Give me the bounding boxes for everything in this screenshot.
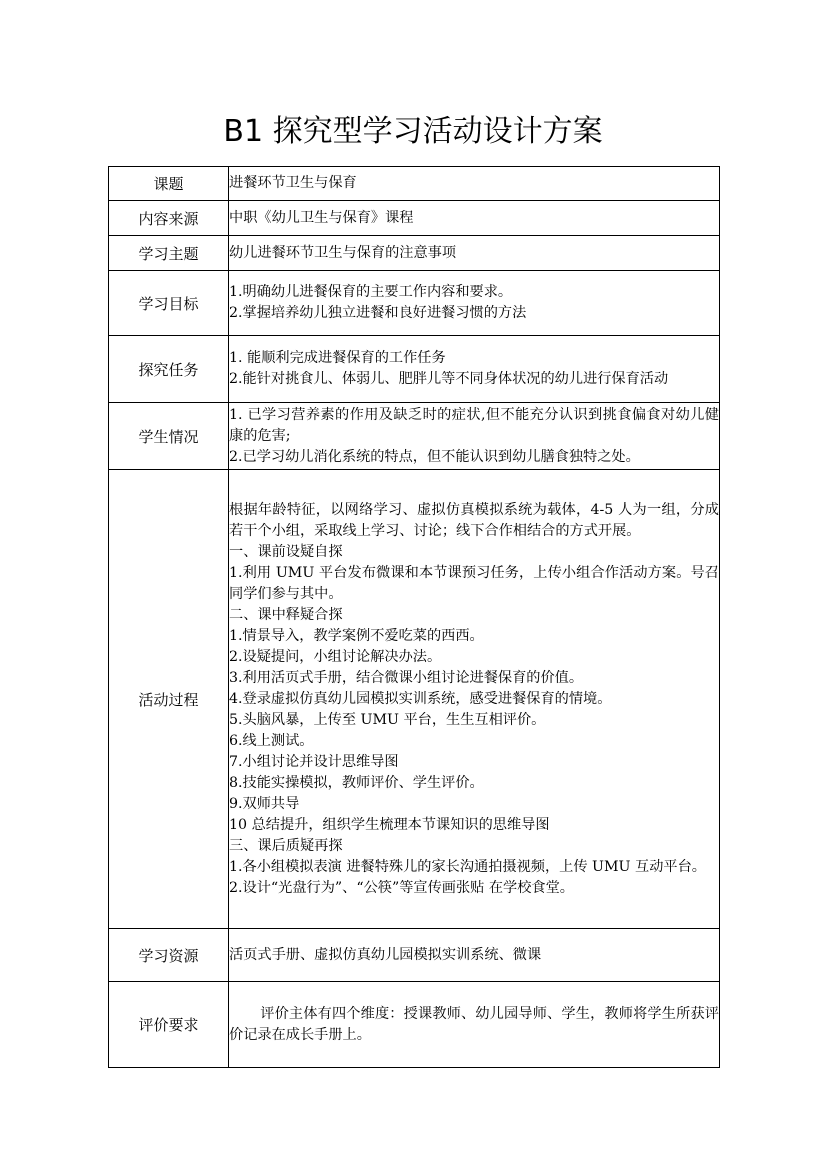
content-line: 评价主体有四个维度：授课教师、幼儿园导师、学生，教师将学生所获评价记录在成长手册上。: [229, 1005, 719, 1043]
content-line: 根据年龄特征，以网络学习、虚拟仿真模拟系统为载体，4-5 人为一组，分成若干个小组，采取线上学习、讨论；线下合作相结合的方式开展。: [229, 501, 719, 539]
row-label: 学习主题: [109, 236, 229, 271]
table-row-theme: [109, 236, 720, 271]
row-content: [229, 271, 720, 336]
table-row-topic: [109, 167, 720, 201]
content-line: 2.设疑提问，小组讨论解决办法。: [229, 648, 442, 665]
content-line: 1.明确幼儿进餐保育的主要工作内容和要求。: [229, 284, 513, 300]
activity-design-table: [108, 166, 720, 1068]
content-line: 6.线上测试。: [229, 732, 314, 749]
row-content: [229, 982, 720, 1068]
content-line: 7.小组讨论并设计思维导图: [229, 753, 399, 770]
content-line: 1. 已学习营养素的作用及缺乏时的症状,但不能充分认识到挑食偏食对幼儿健 康的危害;: [229, 406, 719, 444]
row-content: 幼儿进餐环节卫生与保育的注意事项: [229, 236, 720, 271]
content-line: 2.设计“光盘行为”、“公筷”等宣传画张贴 在学校食堂。: [229, 879, 574, 896]
table-row-students: [109, 403, 720, 470]
content-line: 三、课后质疑再探: [229, 837, 343, 854]
page-title: B1 探究型学习活动设计方案: [223, 114, 603, 149]
row-content: [229, 336, 720, 403]
content-line: 9.双师共导: [229, 795, 300, 812]
row-content: 进餐环节卫生与保育: [229, 167, 720, 201]
content-line: 10 总结提升，组织学生梳理本节课知识的思维导图: [229, 816, 550, 833]
content-line: 1. 能顺利完成进餐保育的工作任务: [229, 350, 446, 366]
row-content: 活页式手册、虚拟仿真幼儿园模拟实训系统、微课: [229, 929, 720, 982]
row-label: 探究任务: [109, 336, 229, 403]
content-line: 1.各小组模拟表演 进餐特殊儿的家长沟通拍摄视频，上传 UMU 互动平台。: [229, 858, 706, 875]
content-line: 4.登录虚拟仿真幼儿园模拟实训系统，感受进餐保育的情境。: [229, 690, 612, 707]
row-content: 中职《幼儿卫生与保育》课程: [229, 201, 720, 236]
table-row-tasks: [109, 336, 720, 403]
table-row-evaluation: [109, 982, 720, 1068]
content-line: 8.技能实操模拟，教师评价、学生评价。: [229, 774, 484, 791]
table-row-resources: [109, 929, 720, 982]
content-line: 1.利用 UMU 平台发布微课和本节课预习任务，上传小组合作活动方案。号召同学们参与其中。: [229, 564, 719, 602]
content-line: 二、课中释疑合探: [229, 606, 343, 623]
row-content: [229, 470, 720, 929]
content-line: 2.已学习幼儿消化系统的特点，但不能认识到幼儿膳食独特之处。: [229, 448, 640, 465]
content-line: 一、课前设疑自探: [229, 543, 343, 560]
row-label: 活动过程: [109, 470, 229, 929]
row-label: 学生情况: [109, 403, 229, 470]
row-label: 内容来源: [109, 201, 229, 236]
row-label: 学习资源: [109, 929, 229, 982]
content-line: 2.掌握培养幼儿独立进餐和良好进餐习惯的方法: [229, 305, 527, 321]
table-row-process: [109, 470, 720, 929]
content-line: 1.情景导入，教学案例不爱吃菜的西西。: [229, 627, 484, 644]
content-line: 2.能针对挑食儿、体弱儿、肥胖儿等不同身体状况的幼儿进行保育活动: [229, 371, 669, 387]
row-label: 学习目标: [109, 271, 229, 336]
content-line: 3.利用活页式手册，结合微课小组讨论进餐保育的价值。: [229, 669, 584, 686]
row-label: 课题: [109, 167, 229, 201]
content-line: 5.头脑风暴，上传至 UMU 平台，生生互相评价。: [229, 711, 546, 728]
table-row-objectives: [109, 271, 720, 336]
row-content: [229, 403, 720, 470]
row-label: 评价要求: [109, 982, 229, 1068]
table-row-source: [109, 201, 720, 236]
